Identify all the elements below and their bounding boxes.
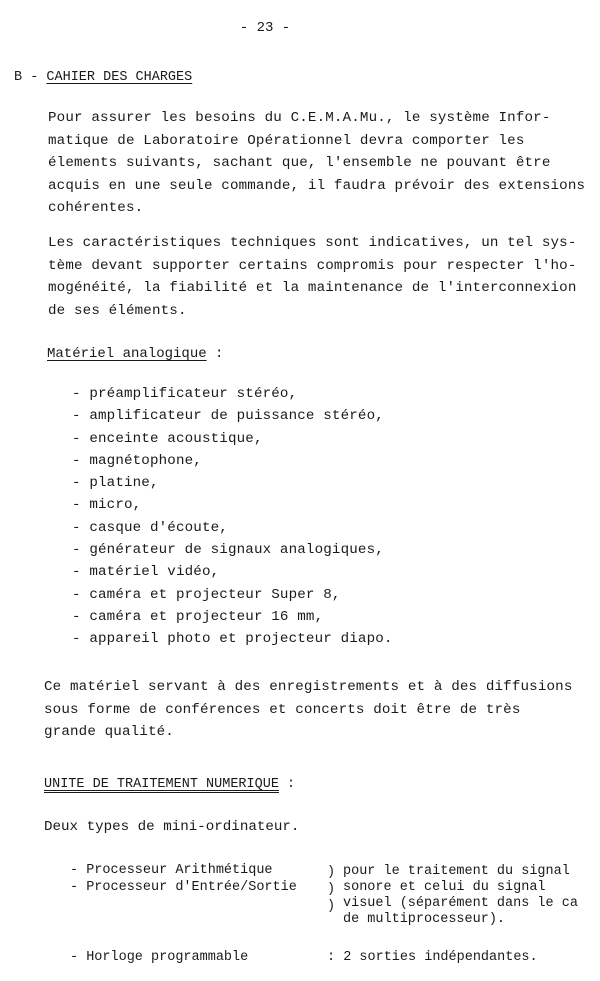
clock-value: : 2 sorties indépendantes. [327, 950, 538, 965]
page-number: - 23 - [239, 20, 291, 36]
section-heading [14, 70, 192, 85]
quality-paragraph: Ce matériel servant à des enregistrements et à des diffusions sous forme de conférences et concerts doit être de très grande qualité. [44, 679, 573, 740]
list-item: - micro, [72, 497, 142, 514]
list-item: - casque d'écoute, [72, 519, 228, 536]
processor-brace: ) ) ) [327, 865, 336, 914]
processor-description: pour le traitement du signal sonore et celui du signal visuel (séparément dans le ca de multiprocesseur). [343, 864, 578, 927]
digital-heading [44, 777, 295, 792]
analog-heading-text: Matériel analogique [47, 346, 207, 362]
list-item: - préamplificateur stéréo, [72, 386, 298, 402]
section-prefix: B - [14, 70, 47, 85]
processor-list: - Processeur Arithmétique - Processeur d'Entrée/Sortie [70, 863, 297, 895]
analog-heading-colon: : [206, 346, 224, 362]
list-item: - enceinte acoustique, [72, 430, 263, 447]
analog-equipment-list [72, 383, 393, 651]
list-item: - caméra et projecteur 16 mm, [72, 608, 324, 625]
list-item: - matériel vidéo, [72, 564, 220, 581]
section-title: CAHIER DES CHARGES [46, 70, 193, 85]
list-item: - platine, [72, 475, 159, 492]
intro-paragraph: Pour assurer les besoins du C.E.M.A.Mu., le système Infor- matique de Laboratoire Opérationnel devra comporter les élements suivants, sachant que, l'ensemble ne pouvant être acquis en une seule commande, il faudra prévoir des extensions cohérentes. [48, 110, 586, 216]
list-item: - générateur de signaux analogiques, [72, 542, 384, 559]
analog-heading [47, 346, 223, 362]
list-item: - appareil photo et projecteur diapo. [72, 631, 393, 648]
digital-heading-colon: : [278, 777, 296, 792]
list-item: - caméra et projecteur Super 8, [72, 586, 341, 603]
characteristics-paragraph: Les caractéristiques techniques sont indicatives, un tel sys- tème devant supporter certains compromis pour respecter l'ho- mogénéité, la fiabilité et la maintenance de l'interconnexion de ses éléments. [48, 235, 577, 319]
list-item: - amplificateur de puissance stéréo, [72, 408, 384, 425]
list-item: - magnétophone, [72, 452, 202, 469]
digital-heading-text: UNITE DE TRAITEMENT NUMERIQUE [44, 777, 279, 792]
clock-label: - Horloge programmable [70, 950, 249, 965]
digital-intro: Deux types de mini-ordinateur. [44, 819, 300, 835]
